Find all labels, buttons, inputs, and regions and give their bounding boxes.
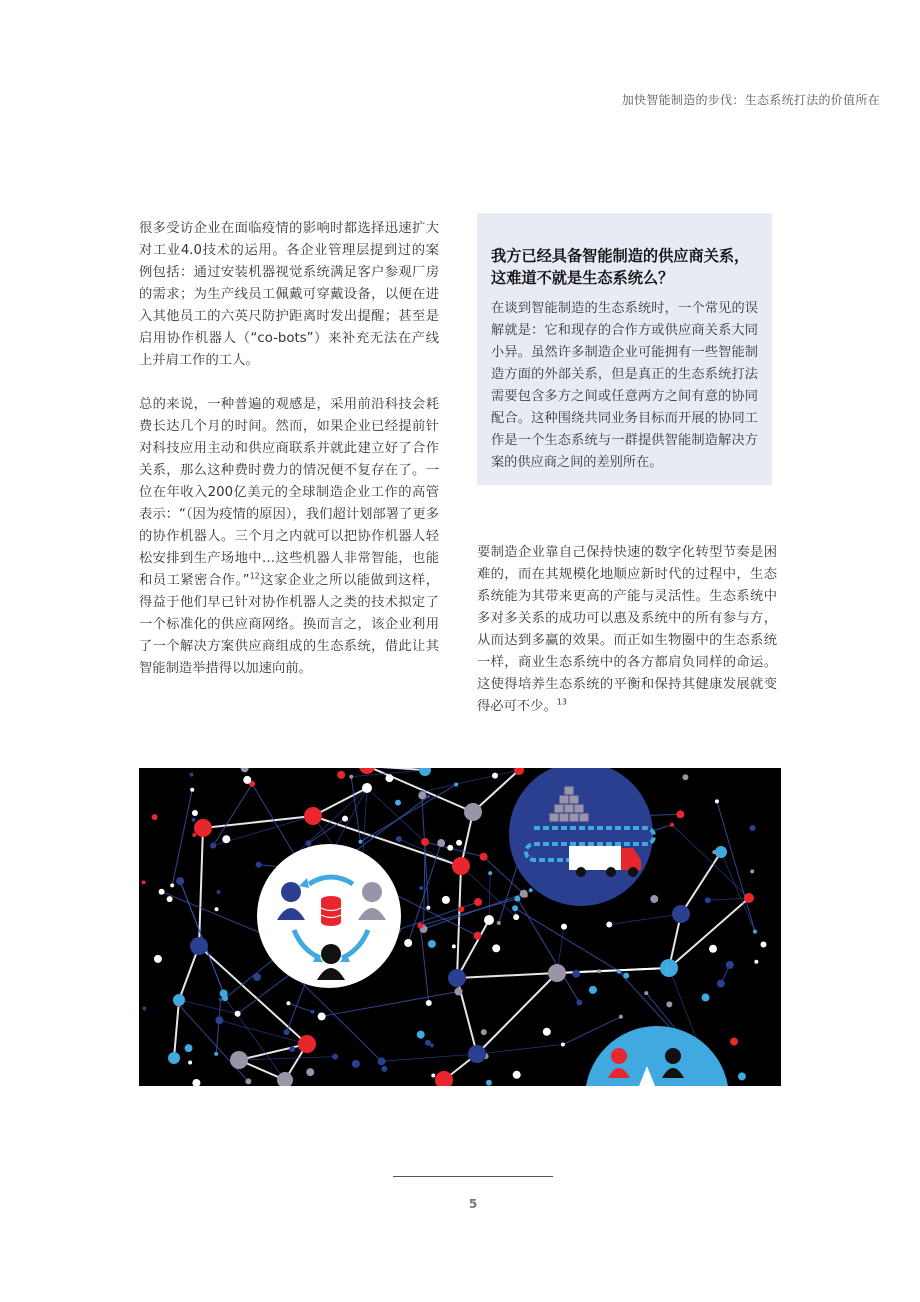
network-node-small bbox=[311, 1010, 315, 1014]
network-node-small bbox=[185, 1044, 193, 1052]
network-node-small bbox=[617, 970, 621, 974]
network-node-hub bbox=[715, 846, 727, 858]
network-node-small bbox=[426, 795, 430, 799]
network-node-small bbox=[396, 836, 402, 842]
network-node-small bbox=[431, 1074, 435, 1078]
network-node-small bbox=[481, 1029, 487, 1035]
paragraph bbox=[139, 394, 439, 680]
network-node-small bbox=[456, 840, 462, 846]
database-icon bbox=[321, 896, 341, 926]
network-node-small bbox=[561, 1043, 565, 1047]
network-node-hub bbox=[298, 1035, 316, 1053]
network-node-small bbox=[220, 989, 228, 997]
ecosystem-network-illustration bbox=[139, 768, 781, 1086]
network-node-small bbox=[705, 897, 711, 903]
network-node-small bbox=[395, 800, 401, 806]
network-node-small bbox=[520, 890, 528, 898]
network-node-hub bbox=[744, 893, 754, 903]
network-node-small bbox=[474, 932, 482, 940]
network-node-small bbox=[306, 1068, 314, 1076]
network-node-small bbox=[404, 939, 412, 947]
network-node-small bbox=[176, 877, 184, 885]
network-node-small bbox=[670, 823, 674, 827]
network-node-hub bbox=[194, 819, 212, 837]
network-node-small bbox=[717, 980, 725, 988]
paragraph: 很多受访企业在面临疫情的影响时都选择迅速扩大对工业4.0技术的运用。各企业管理层提到过的案例包括：通过安装机器视觉系统满足客户参观厂房的需求；为生产线员工佩戴可穿戴设备，以便在进入其他员工的六英尺防护距离时发出提醒；甚至是启用协作机器人（“co-bots”）来补充无法在产线上并肩工作的工人。 bbox=[139, 221, 439, 368]
network-node-small bbox=[682, 774, 688, 780]
network-node-small bbox=[210, 843, 216, 849]
network-node-small bbox=[425, 1040, 431, 1046]
paragraph-text: 这家企业之所以能做到这样，得益于他们早已针对协作机器人之类的技术拟定了一个标准化的供应商网络。换而言之，该企业利用了一个解决方案供应商组成的生态系统，借此让其智能制造举措得以加速向前。 bbox=[139, 573, 440, 676]
network-node-hub bbox=[484, 915, 494, 925]
network-node-small bbox=[142, 1006, 146, 1010]
network-node-small bbox=[597, 969, 601, 973]
sidebar-title: 我方已经具备智能制造的供应商关系，这难道不就是生态系统么？ bbox=[491, 247, 750, 287]
network-node-small bbox=[442, 896, 450, 904]
network-node-small bbox=[606, 921, 612, 927]
network-node-small bbox=[644, 991, 648, 995]
network-node-small bbox=[289, 1046, 295, 1052]
network-node-small bbox=[619, 1015, 623, 1019]
network-node-hub bbox=[672, 905, 690, 923]
network-node-small bbox=[750, 825, 756, 831]
network-node-small bbox=[572, 970, 580, 978]
network-node-small bbox=[385, 774, 393, 782]
network-node-small bbox=[235, 1011, 241, 1017]
network-node-small bbox=[666, 1001, 672, 1007]
network-node-small bbox=[709, 945, 717, 953]
network-node-small bbox=[215, 907, 219, 911]
network-node-hub bbox=[304, 807, 322, 825]
network-node-small bbox=[458, 906, 464, 912]
network-node-small bbox=[192, 833, 196, 837]
network-node-hub bbox=[448, 969, 466, 987]
network-node-small bbox=[492, 773, 498, 779]
network-node-hub bbox=[464, 803, 482, 821]
network-node-small bbox=[623, 973, 629, 979]
network-node-small bbox=[188, 1061, 192, 1065]
network-node-small bbox=[256, 862, 262, 868]
network-node-small bbox=[426, 906, 430, 910]
sidebar-box bbox=[477, 213, 772, 485]
paragraph-text: 要制造企业靠自己保持快速的数字化转型节奏是困难的，而在其规模化地顺应新时代的过程中，生态系统能为其带来更高的产能与灵活性。生态系统中多对多关系的成功可以惠及系统中的所有参与方，从而达到多赢的效果。而正如生物圈中的生态系统一样，商业生态系统中的各方都肩负同样的命运。这使得培养生态系统的平衡和保持其健康发展就变得必可不少。 bbox=[477, 545, 777, 714]
network-node-small bbox=[529, 888, 533, 892]
network-node-hub bbox=[362, 783, 372, 793]
left-column bbox=[139, 218, 439, 680]
network-node-hub bbox=[452, 857, 470, 875]
network-node-small bbox=[192, 810, 198, 816]
network-node-small bbox=[152, 814, 158, 820]
network-node-small bbox=[215, 1016, 223, 1024]
network-node-small bbox=[284, 1029, 290, 1035]
network-node-small bbox=[760, 941, 766, 947]
network-node-small bbox=[543, 1028, 551, 1036]
right-column bbox=[477, 542, 777, 718]
network-node-small bbox=[454, 987, 462, 995]
network-node-small bbox=[676, 810, 684, 818]
network-node-small bbox=[352, 1060, 360, 1068]
network-node-small bbox=[702, 994, 710, 1002]
network-node-small bbox=[417, 1031, 425, 1039]
network-node-small bbox=[286, 1001, 290, 1005]
network-node-small bbox=[417, 923, 423, 929]
footer-rule bbox=[393, 1176, 553, 1177]
network-node-small bbox=[513, 914, 519, 920]
network-node-small bbox=[332, 1054, 338, 1060]
footnote-ref: 13 bbox=[556, 697, 567, 707]
network-node-small bbox=[318, 1012, 326, 1020]
network-node-small bbox=[447, 845, 453, 851]
network-node-small bbox=[222, 835, 230, 843]
network-node-hub bbox=[468, 1045, 486, 1063]
network-node-small bbox=[754, 960, 758, 964]
network-node-small bbox=[488, 871, 492, 875]
network-node-small bbox=[512, 905, 518, 911]
network-node-small bbox=[715, 799, 719, 803]
network-node-hub bbox=[190, 937, 208, 955]
network-node-small bbox=[589, 986, 597, 994]
network-node-small bbox=[154, 955, 162, 963]
network-node-small bbox=[492, 944, 500, 952]
network-node-small bbox=[561, 924, 567, 930]
network-node-small bbox=[513, 1071, 521, 1079]
network-node-small bbox=[141, 880, 145, 884]
network-node-small bbox=[349, 775, 353, 779]
network-node-hub bbox=[548, 964, 566, 982]
network-node-small bbox=[245, 1078, 251, 1084]
network-node-small bbox=[576, 999, 582, 1005]
network-node-small bbox=[437, 839, 445, 847]
network-node-hub bbox=[168, 1052, 180, 1064]
network-node-small bbox=[378, 1057, 386, 1065]
network-node-small bbox=[243, 776, 251, 784]
network-node-small bbox=[192, 818, 196, 822]
network-node-small bbox=[750, 869, 754, 873]
network-node-small bbox=[337, 771, 345, 779]
network-node-small bbox=[454, 783, 458, 787]
network-node-small bbox=[190, 788, 194, 792]
network-node-small bbox=[726, 961, 734, 969]
network-node-small bbox=[650, 895, 658, 903]
people-collaboration-icon bbox=[257, 844, 401, 988]
network-node-small bbox=[159, 889, 165, 895]
paragraph bbox=[477, 542, 777, 718]
network-node-hub bbox=[173, 994, 185, 1006]
network-node-small bbox=[381, 1066, 387, 1072]
network-node-small bbox=[342, 816, 348, 822]
network-node-small bbox=[190, 773, 194, 777]
network-node-small bbox=[514, 896, 520, 902]
network-node-small bbox=[753, 930, 757, 934]
running-header: 加快智能制造的步伐：生态系统打法的价值所在 bbox=[621, 93, 880, 107]
network-node-small bbox=[452, 944, 456, 948]
network-node-small bbox=[306, 840, 312, 846]
network-node-hub bbox=[230, 1051, 248, 1069]
page-number: 5 bbox=[468, 1197, 478, 1211]
network-node-small bbox=[426, 1000, 432, 1006]
network-node-small bbox=[359, 840, 363, 844]
network-node-small bbox=[421, 838, 429, 846]
network-node-small bbox=[419, 886, 423, 890]
network-node-small bbox=[253, 973, 261, 981]
network-node-small bbox=[217, 890, 221, 894]
network-node-small bbox=[428, 940, 436, 948]
network-node-small bbox=[474, 898, 482, 906]
network-node-small bbox=[418, 791, 426, 799]
sidebar-body: 在谈到智能制造的生态系统时，一个常见的误解就是：它和现存的合作方或供应商关系大同小异。虽然许多制造企业可能拥有一些智能制造方面的外部关系，但是真正的生态系统打法需要包含多方之间或任意两方之间有意的协同配合。这种围绕共同业务目标而开展的协同工作是一个生态系统与一群提供智能制造解决方案的供应商之间的差别所在。 bbox=[491, 301, 758, 470]
network-node-hub bbox=[660, 959, 678, 977]
network-node-small bbox=[170, 883, 174, 887]
network-node-small bbox=[730, 1038, 738, 1046]
network-node-small bbox=[497, 921, 501, 925]
network-node-small bbox=[214, 1052, 218, 1056]
network-node-small bbox=[738, 1072, 746, 1080]
network-node-small bbox=[167, 896, 173, 902]
paragraph-text: 总的来说，一种普遍的观感是，采用前沿科技会耗费长达几个月的时间。然而，如果企业已经提前针对科技应用主动和供应商联系并就此建立好了合作关系，那么这种费时费力的情况便不复存在了。一位在年收入200亿美元的全球制造企业工作的高管表示：“（因为疫情的原因），我们超计划部署了更多的协作机器人。三个月之内就可以把协作机器人轻松安排到生产场地中…这些机器人非常智能，也能和员工紧密合作。” bbox=[139, 397, 439, 588]
footnote-ref: 12 bbox=[249, 571, 260, 581]
network-node-small bbox=[486, 1080, 492, 1086]
network-node-small bbox=[480, 853, 488, 861]
